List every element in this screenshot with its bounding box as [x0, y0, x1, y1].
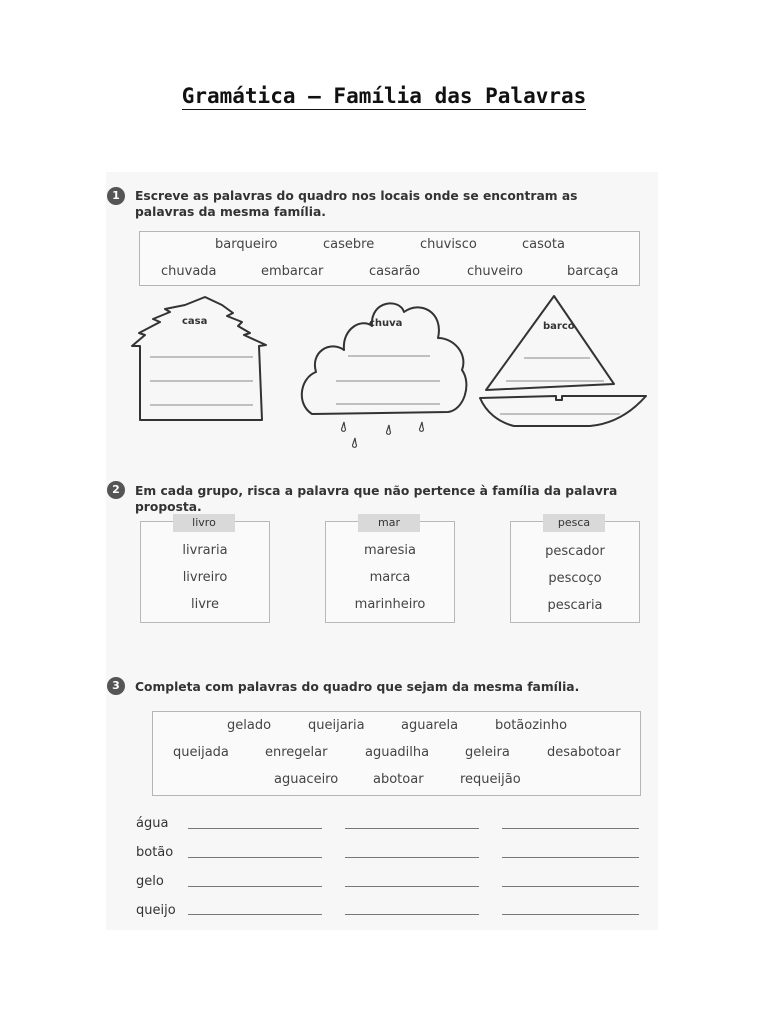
exercise-3-number: 3 [107, 677, 125, 695]
word-box-1-word: chuvisco [420, 237, 477, 252]
group-head: pesca [543, 514, 605, 532]
word-box-3-word: gelado [227, 718, 272, 733]
word-box-1-word: barcaça [567, 264, 619, 279]
answer-line[interactable] [502, 914, 639, 915]
word-box-3-word: botãozinho [495, 718, 568, 733]
answer-row-label: água [136, 816, 169, 831]
group-word: marca [369, 570, 411, 585]
answer-line[interactable] [188, 914, 322, 915]
word-box-1-word: chuveiro [467, 264, 523, 279]
answer-line[interactable] [345, 886, 479, 887]
house-label: casa [182, 316, 208, 327]
group-word: livreiro [182, 570, 228, 585]
answer-line[interactable] [502, 828, 639, 829]
word-box-3-word: enregelar [265, 745, 328, 760]
word-box-1-word: casota [522, 237, 565, 252]
word-group-mar [325, 516, 455, 623]
group-word: livre [191, 597, 219, 612]
group-head: livro [173, 514, 235, 532]
word-box-3-word: queijada [173, 745, 229, 760]
group-head: mar [358, 514, 420, 532]
word-box-3-word: queijaria [308, 718, 365, 733]
answer-line[interactable] [345, 857, 479, 858]
answer-row-label: queijo [136, 903, 176, 918]
exercise-1-number: 1 [107, 187, 125, 205]
answer-line[interactable] [188, 828, 322, 829]
exercise-2-number: 2 [107, 481, 125, 499]
word-box-3-word: geleira [465, 745, 510, 760]
answer-line[interactable] [188, 857, 322, 858]
group-word: livraria [182, 543, 228, 558]
word-box-1-word: embarcar [261, 264, 324, 279]
exercise-3-instruction: Completa com palavras do quadro que sejam da mesma família. [135, 680, 580, 694]
answer-row-label: gelo [136, 874, 164, 889]
group-word: pescador [545, 544, 605, 559]
word-box-1-word: chuvada [161, 264, 217, 279]
word-box-1-word: casarão [369, 264, 421, 279]
group-word: pescoço [548, 571, 602, 586]
answer-line[interactable] [188, 886, 322, 887]
answer-line[interactable] [345, 828, 479, 829]
word-box-3-word: aguarela [401, 718, 459, 733]
word-box-3-word: abotoar [373, 772, 424, 787]
exercise-1-instruction: Escreve as palavras do quadro nos locais onde se encontram as palavras da mesma família. [135, 189, 578, 219]
answer-line[interactable] [345, 914, 479, 915]
boat-label: barco [543, 321, 575, 332]
exercise-2-instruction: Em cada grupo, risca a palavra que não pertence à família da palavra proposta. [135, 484, 618, 514]
word-box-3-word: requeijão [460, 772, 521, 787]
group-word: marinheiro [354, 597, 426, 612]
word-group-livro [140, 516, 270, 623]
word-box-3-word: desabotoar [547, 745, 621, 760]
group-word: maresia [363, 543, 417, 558]
cloud-label: chuva [369, 318, 403, 329]
answer-line[interactable] [502, 886, 639, 887]
answer-line[interactable] [502, 857, 639, 858]
word-box-3-word: aguaceiro [274, 772, 339, 787]
answer-row-label: botão [136, 845, 174, 860]
word-box-1-word: barqueiro [215, 237, 278, 252]
word-group-pesca [510, 516, 640, 623]
group-word: pescaria [547, 598, 603, 613]
word-box-1-word: casebre [323, 237, 375, 252]
page-title: Gramática – Família das Palavras [181, 84, 587, 108]
word-box-3-word: aguadilha [365, 745, 430, 760]
